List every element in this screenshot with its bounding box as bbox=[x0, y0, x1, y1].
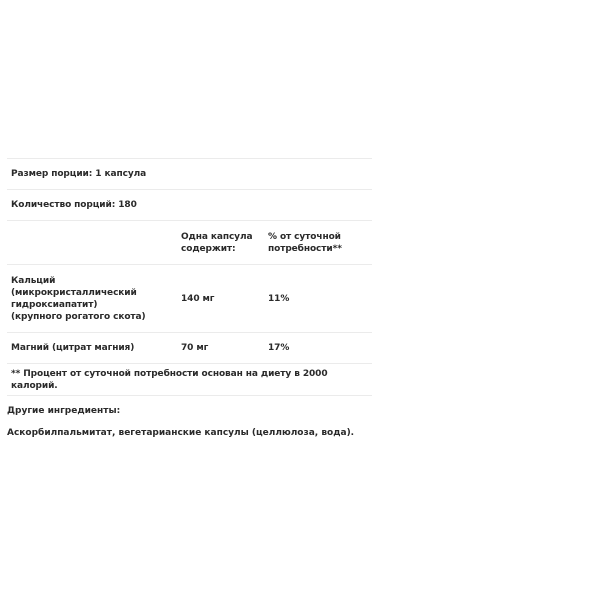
nutrient-name: Кальций (микрокристаллический гидроксиапатит) (крупного рогатого скота) bbox=[7, 265, 177, 333]
servings-per-container: Количество порций: 180 bbox=[7, 190, 372, 221]
nutrient-name: Магний (цитрат магния) bbox=[7, 333, 177, 364]
servings-count-row bbox=[7, 190, 372, 221]
header-daily-value: % от суточной потребности** bbox=[264, 221, 372, 265]
footnote: ** Процент от суточной потребности основан на диету в 2000 калорий. bbox=[7, 364, 372, 396]
header-amount: Одна капсула содержит: bbox=[177, 221, 264, 265]
other-ingredients-title: Другие ингредиенты: bbox=[7, 406, 121, 416]
nutrient-amount: 70 мг bbox=[177, 333, 264, 364]
table-header-row bbox=[7, 221, 372, 265]
serving-size: Размер порции: 1 капсула bbox=[7, 159, 372, 190]
nutrient-amount: 140 мг bbox=[177, 265, 264, 333]
table-row bbox=[7, 265, 372, 333]
nutrient-daily-value: 11% bbox=[264, 265, 372, 333]
nutrient-daily-value: 17% bbox=[264, 333, 372, 364]
supplement-facts-table bbox=[7, 158, 372, 396]
serving-size-row bbox=[7, 159, 372, 190]
header-empty-cell bbox=[7, 221, 177, 265]
other-ingredients-text: Аскорбилпальмитат, вегетарианские капсулы (целлюлоза, вода). bbox=[7, 428, 355, 438]
footnote-row bbox=[7, 364, 372, 396]
table-row bbox=[7, 333, 372, 364]
